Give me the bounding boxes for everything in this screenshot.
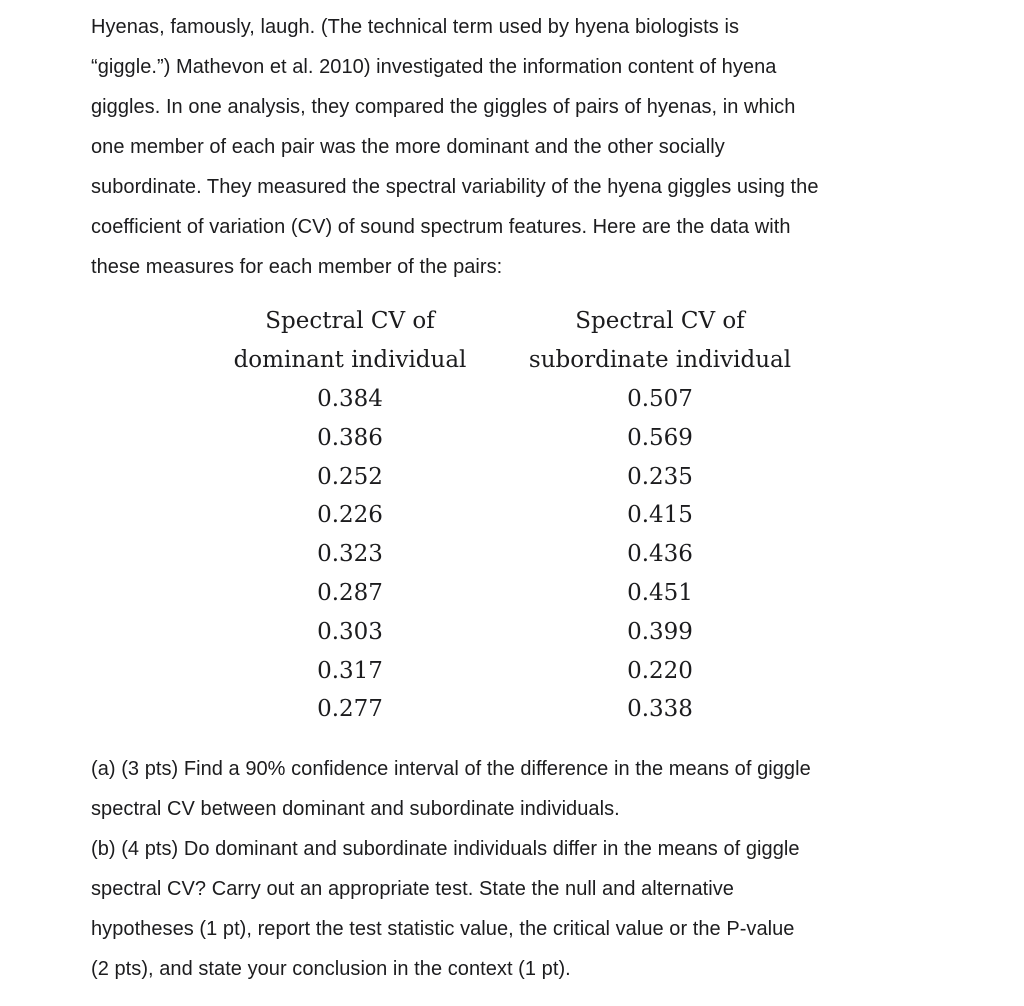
subordinate-cv-cell: 0.451 xyxy=(627,579,693,606)
table-header-row xyxy=(215,302,835,341)
question-b-line: hypotheses (1 pt), report the test statistic value, the critical value or the P-value xyxy=(91,918,795,940)
spectral-cv-table xyxy=(215,302,835,729)
dominant-cv-cell: 0.386 xyxy=(317,424,383,451)
subordinate-cv-cell: 0.235 xyxy=(627,463,693,490)
subordinate-cv-cell: 0.415 xyxy=(627,502,693,529)
table-row xyxy=(215,690,835,729)
intro-paragraph xyxy=(91,7,951,287)
dominant-cv-cell: 0.317 xyxy=(317,657,383,684)
question-a-line: (a) (3 pts) Find a 90% confidence interval of the difference in the means of giggle xyxy=(91,758,811,780)
intro-line: “giggle.”) Mathevon et al. 2010) investigated the information content of hyena xyxy=(91,56,777,78)
dominant-cv-cell: 0.252 xyxy=(317,463,383,490)
table-row xyxy=(215,612,835,651)
intro-line: these measures for each member of the pairs: xyxy=(91,256,503,278)
intro-line: subordinate. They measured the spectral variability of the hyena giggles using the xyxy=(91,176,819,198)
column-header-subordinate-line1: Spectral CV of xyxy=(575,308,745,335)
subordinate-cv-cell: 0.399 xyxy=(627,618,693,645)
subordinate-cv-cell: 0.569 xyxy=(627,424,693,451)
subordinate-cv-cell: 0.507 xyxy=(627,385,693,412)
table-row xyxy=(215,574,835,613)
intro-line: giggles. In one analysis, they compared the giggles of pairs of hyenas, in which xyxy=(91,96,796,118)
subordinate-cv-cell: 0.220 xyxy=(627,657,693,684)
subordinate-cv-cell: 0.436 xyxy=(627,541,693,568)
table-body xyxy=(215,380,835,729)
questions-section xyxy=(91,749,951,989)
table-row xyxy=(215,418,835,457)
intro-line: one member of each pair was the more dominant and the other socially xyxy=(91,136,725,158)
dominant-cv-cell: 0.384 xyxy=(317,385,383,412)
intro-line: coefficient of variation (CV) of sound spectrum features. Here are the data with xyxy=(91,216,791,238)
table-row xyxy=(215,535,835,574)
column-header-dominant-line2: dominant individual xyxy=(233,347,467,374)
dominant-cv-cell: 0.277 xyxy=(317,696,383,723)
question-b-line: (b) (4 pts) Do dominant and subordinate individuals differ in the means of giggle xyxy=(91,838,800,860)
table-row xyxy=(215,457,835,496)
dominant-cv-cell: 0.303 xyxy=(317,618,383,645)
table-header xyxy=(215,302,835,380)
table-row xyxy=(215,651,835,690)
subordinate-cv-cell: 0.338 xyxy=(627,696,693,723)
question-b-line: spectral CV? Carry out an appropriate test. State the null and alternative xyxy=(91,878,734,900)
question-b-line: (2 pts), and state your conclusion in the context (1 pt). xyxy=(91,958,571,980)
dominant-cv-cell: 0.226 xyxy=(317,502,383,529)
table-header-row xyxy=(215,341,835,380)
table-row xyxy=(215,380,835,419)
dominant-cv-cell: 0.287 xyxy=(317,579,383,606)
question-a-line: spectral CV between dominant and subordinate individuals. xyxy=(91,798,620,820)
column-header-dominant-line1: Spectral CV of xyxy=(265,308,435,335)
column-header-subordinate-line2: subordinate individual xyxy=(528,347,792,374)
intro-line: Hyenas, famously, laugh. (The technical term used by hyena biologists is xyxy=(91,16,739,38)
table-row xyxy=(215,496,835,535)
dominant-cv-cell: 0.323 xyxy=(317,541,383,568)
